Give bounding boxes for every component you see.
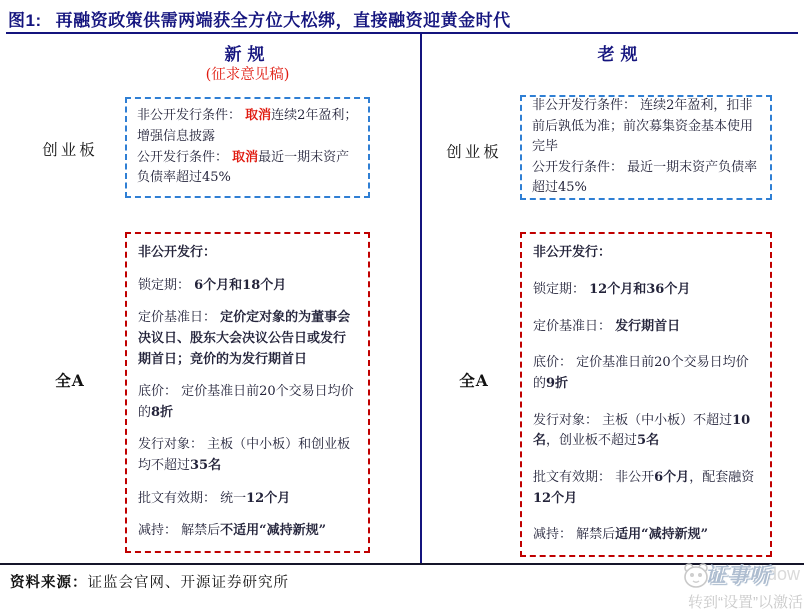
title-divider-line [6, 32, 798, 34]
box-paragraph: 减持： 解禁后适用“减持新规” [533, 527, 709, 543]
box-paragraph: 减持： 解禁后不适用“减持新规” [138, 523, 327, 539]
activate-watermark-line: 转到“设置”以激活 [688, 594, 803, 610]
source-text: 证监会官网、开源证券研究所 [87, 575, 289, 591]
box-paragraph: 非公开发行条件： 连续2年盈利，扣非前后孰低为准；前次募集资金基本使用完毕 [532, 98, 754, 155]
figure-label: 图1: [8, 11, 42, 30]
source-line [10, 571, 289, 592]
brand-watermark: 证事听 [705, 564, 771, 587]
column-divider-line [420, 34, 422, 564]
row-label-alla-old: 全A [459, 371, 489, 390]
row-label-chinext-new: 创业板 [42, 141, 98, 159]
box-paragraph: 非公开发行： [138, 245, 217, 260]
box-paragraph: 批文有效期： 统一12个月 [138, 490, 291, 506]
source-label: 资料来源： [10, 574, 88, 591]
column-header-new: 新规 [224, 45, 271, 65]
box-paragraph: 非公开发行条件： 取消连续2年盈利；增强信息披露 [137, 108, 358, 144]
box-paragraph: 发行对象： 主板（中小板）和创业板均不超过35名 [138, 437, 351, 473]
figure-title-text: 再融资政策供需两端获全方位大松绑，直接融资迎黄金时代 [55, 11, 511, 30]
column-header-new-subtitle: (征求意见稿) [205, 67, 290, 83]
box-new-rules-all-a [125, 232, 370, 553]
box-paragraph: 批文有效期： 非公开6个月，配套融资12个月 [533, 470, 755, 506]
box-paragraph: 公开发行条件： 最近一期末资产负债率超过45% [532, 159, 758, 196]
row-label-chinext-old: 创业板 [446, 143, 502, 161]
box-old-rules-chinext [520, 95, 772, 200]
box-paragraph: 公开发行条件： 取消最近一期末资产负债率超过45% [137, 149, 350, 186]
box-old-rules-all-a [520, 232, 772, 557]
box-paragraph: 定价基准日： 发行期首日 [533, 318, 681, 334]
box-new-rules-chinext [125, 97, 370, 198]
box-paragraph: 锁定期： 6个月和18个月 [138, 277, 287, 293]
box-paragraph: 非公开发行： [533, 245, 612, 260]
activate-watermark-fragment: dow [767, 564, 801, 584]
row-label-alla-new: 全A [55, 371, 85, 390]
box-paragraph: 底价： 定价基准日前20个交易日均价的9折 [533, 355, 749, 391]
figure-title [8, 6, 511, 31]
box-paragraph: 发行对象： 主板（中小板）不超过10名，创业板不超过5名 [533, 412, 751, 449]
box-paragraph: 锁定期： 12个月和36个月 [533, 281, 691, 297]
box-paragraph: 底价： 定价基准日前20个交易日均价的8折 [138, 384, 354, 420]
column-header-old: 老规 [597, 45, 644, 65]
box-paragraph: 定价基准日： 定价定对象的为董事会决议日、股东大会决议公告日或发行期首日；竞价的为发行期首日 [138, 310, 351, 367]
